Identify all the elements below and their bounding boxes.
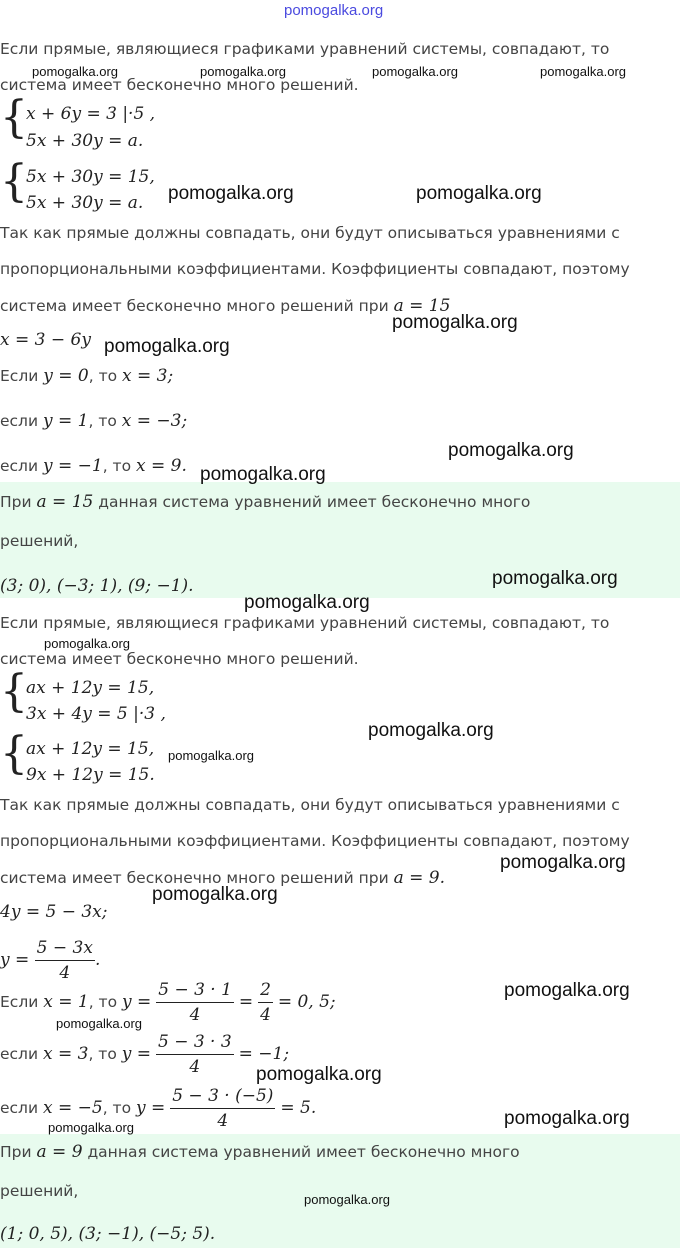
system1-eq1: x + 6y = 3 |·5 , bbox=[26, 104, 156, 124]
case-to: , то bbox=[88, 367, 118, 385]
watermark: pomogalka.org bbox=[44, 636, 130, 651]
case-condition: y = 1 bbox=[42, 411, 89, 431]
answer-points: (1; 0, 5), (3; −1), (−5; 5). bbox=[0, 1224, 216, 1244]
answer-points: (3; 0), (−3; 1), (9; −1). bbox=[0, 576, 194, 596]
case-condition: x = 3 bbox=[42, 1044, 89, 1064]
answer-math: a = 9 bbox=[36, 1142, 83, 1162]
case-row bbox=[0, 1032, 289, 1077]
watermark: pomogalka.org bbox=[492, 568, 618, 589]
numerator: 2 bbox=[258, 980, 273, 1003]
fraction bbox=[156, 1032, 234, 1077]
paragraph-line2: пропорциональными коэффициентами. Коэффициенты совпадают, поэтому bbox=[0, 260, 630, 278]
answer-post: данная система уравнений имеет бесконечно много bbox=[87, 1143, 520, 1161]
case-to: , то bbox=[88, 993, 118, 1011]
system1-eq1: ax + 12y = 15, bbox=[26, 678, 155, 698]
equals: = bbox=[238, 992, 254, 1012]
fraction-expression bbox=[0, 938, 100, 983]
condition-math: a = 15 bbox=[393, 296, 451, 316]
watermark: pomogalka.org bbox=[168, 183, 294, 204]
case-result: = 5. bbox=[280, 1098, 317, 1118]
expression: 4y = 5 − 3x; bbox=[0, 902, 108, 922]
answer-line2: решений, bbox=[0, 532, 79, 550]
system-brace: { bbox=[0, 156, 28, 207]
condition-math: a = 9. bbox=[393, 868, 446, 888]
watermark: pomogalka.org bbox=[504, 980, 630, 1001]
answer-post: данная система уравнений имеет бесконечно много bbox=[98, 493, 531, 511]
case-lhs: y = bbox=[122, 992, 152, 1012]
watermark: pomogalka.org bbox=[540, 64, 626, 79]
case-row bbox=[0, 456, 187, 476]
intro-text-line2: система имеет бесконечно много решений. bbox=[0, 76, 359, 94]
watermark: pomogalka.org bbox=[416, 183, 542, 204]
system2-eq2: 5x + 30y = a. bbox=[26, 193, 144, 213]
case-condition: y = 0 bbox=[43, 366, 89, 386]
paragraph-text: система имеет бесконечно много решений при bbox=[0, 869, 389, 887]
case-result: x = 3; bbox=[122, 366, 174, 386]
case-to: , то bbox=[88, 1045, 117, 1063]
watermark: pomogalka.org bbox=[48, 1120, 134, 1135]
expression: x = 3 − 6y bbox=[0, 330, 91, 350]
top-watermark: pomogalka.org bbox=[284, 2, 384, 19]
system2-eq1: ax + 12y = 15, bbox=[26, 739, 155, 759]
answer-line1 bbox=[0, 492, 530, 512]
system1-eq2: 3x + 4y = 5 |·3 , bbox=[26, 704, 166, 724]
watermark: pomogalka.org bbox=[200, 464, 326, 485]
case-result: x = −3; bbox=[121, 411, 188, 431]
system1-eq2: 5x + 30y = a. bbox=[26, 131, 144, 151]
watermark: pomogalka.org bbox=[448, 440, 574, 461]
case-result: = 0, 5; bbox=[277, 992, 336, 1012]
watermark: pomogalka.org bbox=[104, 336, 230, 357]
paragraph-line1: Так как прямые должны совпадать, они будут описываться уравнениями с bbox=[0, 224, 620, 242]
case-to: , то bbox=[102, 1099, 132, 1117]
watermark: pomogalka.org bbox=[304, 1192, 390, 1207]
period: . bbox=[94, 950, 101, 970]
case-word: если bbox=[0, 412, 39, 430]
system-brace: { bbox=[0, 666, 28, 717]
fraction bbox=[258, 980, 273, 1025]
case-result: x = 9. bbox=[136, 456, 187, 476]
fraction bbox=[35, 938, 95, 983]
answer-math: a = 15 bbox=[36, 492, 94, 512]
watermark: pomogalka.org bbox=[368, 720, 494, 741]
case-condition: x = 1 bbox=[43, 992, 89, 1012]
watermark: pomogalka.org bbox=[392, 312, 518, 333]
case-row bbox=[0, 411, 187, 431]
fraction bbox=[156, 980, 234, 1025]
case-word: если bbox=[0, 1045, 39, 1063]
watermark: pomogalka.org bbox=[152, 884, 278, 905]
paragraph-line1: Так как прямые должны совпадать, они будут описываться уравнениями с bbox=[0, 796, 620, 814]
answer-line1 bbox=[0, 1142, 520, 1162]
case-word: если bbox=[0, 457, 39, 475]
case-condition: x = −5 bbox=[42, 1098, 103, 1118]
watermark: pomogalka.org bbox=[256, 1064, 382, 1085]
answer-pre: При bbox=[0, 1143, 32, 1161]
system-brace: { bbox=[0, 728, 28, 779]
system2-eq2: 9x + 12y = 15. bbox=[26, 765, 155, 785]
case-lhs: y = bbox=[121, 1044, 152, 1064]
paragraph-line2: пропорциональными коэффициентами. Коэффициенты совпадают, поэтому bbox=[0, 832, 630, 850]
numerator: 5 − 3 · 3 bbox=[156, 1032, 234, 1055]
answer-line2: решений, bbox=[0, 1182, 79, 1200]
denominator: 4 bbox=[217, 1111, 229, 1131]
case-row bbox=[0, 366, 173, 386]
case-to: , то bbox=[102, 457, 132, 475]
fraction bbox=[170, 1086, 275, 1131]
system-brace: { bbox=[0, 92, 28, 143]
lhs: y = bbox=[0, 950, 30, 970]
case-condition: y = −1 bbox=[42, 456, 103, 476]
watermark: pomogalka.org bbox=[200, 64, 286, 79]
answer-pre: При bbox=[0, 493, 32, 511]
numerator: 5 − 3 · (−5) bbox=[170, 1086, 275, 1109]
intro-text-line1: Если прямые, являющиеся графиками уравнений системы, совпадают, то bbox=[0, 40, 610, 58]
case-word: Если bbox=[0, 993, 39, 1011]
watermark: pomogalka.org bbox=[504, 1108, 630, 1129]
watermark: pomogalka.org bbox=[32, 64, 118, 79]
watermark: pomogalka.org bbox=[56, 1016, 142, 1031]
denominator: 4 bbox=[189, 1057, 201, 1077]
case-word: Если bbox=[0, 367, 39, 385]
case-row bbox=[0, 980, 336, 1025]
case-lhs: y = bbox=[136, 1098, 166, 1118]
case-word: если bbox=[0, 1099, 39, 1117]
paragraph-text: система имеет бесконечно много решений при bbox=[0, 297, 389, 315]
intro-text-line2: система имеет бесконечно много решений. bbox=[0, 650, 359, 668]
numerator: 5 − 3 · 1 bbox=[156, 980, 234, 1003]
system2-eq1: 5x + 30y = 15, bbox=[26, 167, 155, 187]
watermark: pomogalka.org bbox=[372, 64, 458, 79]
watermark: pomogalka.org bbox=[168, 748, 254, 763]
case-to: , то bbox=[88, 412, 117, 430]
numerator: 5 − 3x bbox=[35, 938, 95, 961]
denominator: 4 bbox=[59, 963, 71, 983]
paragraph-line3 bbox=[0, 296, 450, 316]
denominator: 4 bbox=[189, 1005, 201, 1025]
watermark: pomogalka.org bbox=[244, 592, 370, 613]
watermark: pomogalka.org bbox=[500, 852, 626, 873]
case-result: = −1; bbox=[238, 1044, 290, 1064]
denominator: 4 bbox=[260, 1005, 271, 1025]
intro-text-line1: Если прямые, являющиеся графиками уравнений системы, совпадают, то bbox=[0, 614, 610, 632]
